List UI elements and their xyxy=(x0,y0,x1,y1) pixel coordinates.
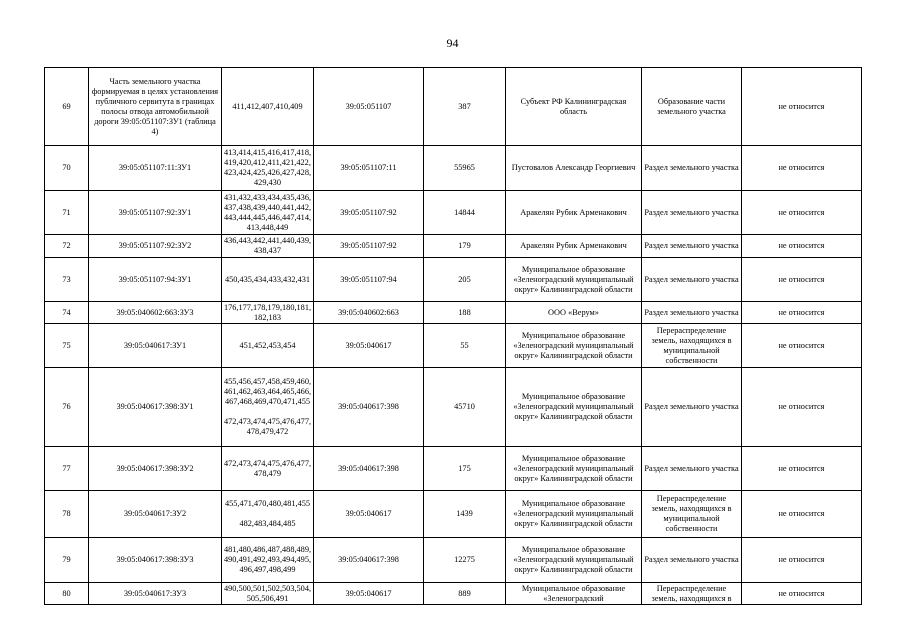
right-holder: Муниципальное образование «Зеленоградский муниципальный округ» Калининградской области xyxy=(506,368,642,447)
plot-area: 889 xyxy=(424,583,506,605)
boundary-points: 431,432,433,434,435,436,437,438,439,440,441,442,443,444,445,446,447,414,413,448,449 xyxy=(222,191,314,235)
table-row xyxy=(45,583,862,605)
plot-designation: 39:05:040617:ЗУ1 xyxy=(89,324,222,368)
boundary-points-inner: 482,483,484,485 xyxy=(239,519,296,528)
cadastral-quarter: 39:05:051107 xyxy=(314,68,424,146)
table-row xyxy=(45,68,862,146)
boundary-points-outer: 455,471,470,480,481,455 xyxy=(224,499,311,508)
right-holder: Аракелян Рубик Арменакович xyxy=(506,235,642,258)
plot-designation: Часть земельного участка формируемая в целях установления публичного сервитута в границах полосы отвода автомобильной дороги 39:05:051107:ЗУ1 (таблица 4) xyxy=(89,68,222,146)
boundary-points-outer: 455,456,457,458,459,460,461,462,463,464,465,466,467,468,469,470,471,455 xyxy=(223,377,312,406)
table-row xyxy=(45,538,862,583)
formation-method: Раздел земельного участка xyxy=(642,368,742,447)
plot-designation: 39:05:051107:92:ЗУ1 xyxy=(89,191,222,235)
plot-area: 179 xyxy=(424,235,506,258)
cadastral-quarter: 39:05:051107:11 xyxy=(314,146,424,191)
row-number: 69 xyxy=(45,68,89,146)
boundary-points: 490,500,501,502,503,504,505,506,491 xyxy=(222,583,314,605)
right-holder: Пустовалов Александр Георгиевич xyxy=(506,146,642,191)
status-cell: не относится xyxy=(742,538,862,583)
row-number: 74 xyxy=(45,302,89,324)
right-holder: Муниципальное образование «Зеленоградский xyxy=(506,583,642,605)
table-row xyxy=(45,491,862,538)
cadastral-quarter: 39:05:051107:94 xyxy=(314,258,424,302)
right-holder: Субъект РФ Калининградская область xyxy=(506,68,642,146)
cadastral-quarter: 39:05:040617:398 xyxy=(314,538,424,583)
plot-designation: 39:05:040617:398:ЗУ3 xyxy=(89,538,222,583)
formation-method: Раздел земельного участка xyxy=(642,235,742,258)
boundary-points: 411,412,407,410,409 xyxy=(222,68,314,146)
formation-method: Образование части земельного участка xyxy=(642,68,742,146)
boundary-points: 450,435,434,433,432,431 xyxy=(222,258,314,302)
plot-area: 55965 xyxy=(424,146,506,191)
right-holder: Аракелян Рубик Арменакович xyxy=(506,191,642,235)
status-cell: не относится xyxy=(742,324,862,368)
plot-designation: 39:05:040617:398:ЗУ2 xyxy=(89,447,222,491)
right-holder: Муниципальное образование «Зеленоградский муниципальный округ» Калининградской области xyxy=(506,538,642,583)
table-row xyxy=(45,447,862,491)
formation-method: Раздел земельного участка xyxy=(642,538,742,583)
cadastral-quarter: 39:05:040617 xyxy=(314,583,424,605)
formation-method: Раздел земельного участка xyxy=(642,258,742,302)
status-cell: не относится xyxy=(742,583,862,605)
status-cell: не относится xyxy=(742,68,862,146)
plot-area: 387 xyxy=(424,68,506,146)
plot-area: 175 xyxy=(424,447,506,491)
plot-designation: 39:05:051107:94:ЗУ1 xyxy=(89,258,222,302)
row-number: 75 xyxy=(45,324,89,368)
formation-method: Перераспределение земель, находящихся в xyxy=(642,583,742,605)
table-row xyxy=(45,302,862,324)
row-number: 70 xyxy=(45,146,89,191)
boundary-points: 451,452,453,454 xyxy=(222,324,314,368)
table-row xyxy=(45,235,862,258)
row-number: 79 xyxy=(45,538,89,583)
plot-area: 14844 xyxy=(424,191,506,235)
page-number: 94 xyxy=(446,36,459,50)
status-cell: не относится xyxy=(742,368,862,447)
status-cell: не относится xyxy=(742,191,862,235)
plot-designation: 39:05:051107:11:ЗУ1 xyxy=(89,146,222,191)
row-number: 78 xyxy=(45,491,89,538)
boundary-points-inner: 472,473,474,475,476,477,478,479,472 xyxy=(223,417,312,436)
boundary-points: 176,177,178,179,180,181,182,183 xyxy=(222,302,314,324)
plot-designation: 39:05:040617:ЗУ3 xyxy=(89,583,222,605)
boundary-points: 472,473,474,475,476,477,478,479 xyxy=(222,447,314,491)
plot-area: 45710 xyxy=(424,368,506,447)
status-cell: не относится xyxy=(742,491,862,538)
boundary-points xyxy=(222,491,314,538)
formation-method: Перераспределение земель, находящихся в муниципальной собственности xyxy=(642,491,742,538)
formation-method: Перераспределение земель, находящихся в муниципальной собственности xyxy=(642,324,742,368)
cadastral-quarter: 39:05:040602:663 xyxy=(314,302,424,324)
formation-method: Раздел земельного участка xyxy=(642,447,742,491)
row-number: 77 xyxy=(45,447,89,491)
table-row xyxy=(45,368,862,447)
plot-area: 205 xyxy=(424,258,506,302)
row-number: 80 xyxy=(45,583,89,605)
formation-method: Раздел земельного участка xyxy=(642,191,742,235)
status-cell: не относится xyxy=(742,146,862,191)
plot-area: 1439 xyxy=(424,491,506,538)
formation-method: Раздел земельного участка xyxy=(642,302,742,324)
plot-designation: 39:05:051107:92:ЗУ2 xyxy=(89,235,222,258)
row-number: 76 xyxy=(45,368,89,447)
right-holder: Муниципальное образование «Зеленоградский муниципальный округ» Калининградской области xyxy=(506,491,642,538)
plot-area: 188 xyxy=(424,302,506,324)
plot-designation: 39:05:040617:398:ЗУ1 xyxy=(89,368,222,447)
right-holder: ООО «Верум» xyxy=(506,302,642,324)
formation-method: Раздел земельного участка xyxy=(642,146,742,191)
status-cell: не относится xyxy=(742,302,862,324)
status-cell: не относится xyxy=(742,447,862,491)
land-plots-table xyxy=(44,67,862,605)
boundary-points xyxy=(222,368,314,447)
status-cell: не относится xyxy=(742,235,862,258)
plot-designation: 39:05:040617:ЗУ2 xyxy=(89,491,222,538)
boundary-points: 436,443,442,441,440,439,438,437 xyxy=(222,235,314,258)
cadastral-quarter: 39:05:040617 xyxy=(314,491,424,538)
right-holder: Муниципальное образование «Зеленоградский муниципальный округ» Калининградской области xyxy=(506,447,642,491)
cadastral-quarter: 39:05:051107:92 xyxy=(314,191,424,235)
row-number: 72 xyxy=(45,235,89,258)
right-holder: Муниципальное образование «Зеленоградский муниципальный округ» Калининградской области xyxy=(506,258,642,302)
status-cell: не относится xyxy=(742,258,862,302)
cadastral-quarter: 39:05:040617 xyxy=(314,324,424,368)
table-row xyxy=(45,191,862,235)
plot-area: 55 xyxy=(424,324,506,368)
boundary-points: 481,480,486,487,488,489,490,491,492,493,494,495,496,497,498,499 xyxy=(222,538,314,583)
right-holder: Муниципальное образование «Зеленоградский муниципальный округ» Калининградской области xyxy=(506,324,642,368)
row-number: 73 xyxy=(45,258,89,302)
table-row xyxy=(45,146,862,191)
cadastral-quarter: 39:05:040617:398 xyxy=(314,447,424,491)
plot-area: 12275 xyxy=(424,538,506,583)
plot-designation: 39:05:040602:663:ЗУ3 xyxy=(89,302,222,324)
boundary-points: 413,414,415,416,417,418,419,420,412,411,421,422,423,424,425,426,427,428,429,430 xyxy=(222,146,314,191)
cadastral-quarter: 39:05:040617:398 xyxy=(314,368,424,447)
row-number: 71 xyxy=(45,191,89,235)
table-row xyxy=(45,324,862,368)
table-row xyxy=(45,258,862,302)
cadastral-quarter: 39:05:051107:92 xyxy=(314,235,424,258)
